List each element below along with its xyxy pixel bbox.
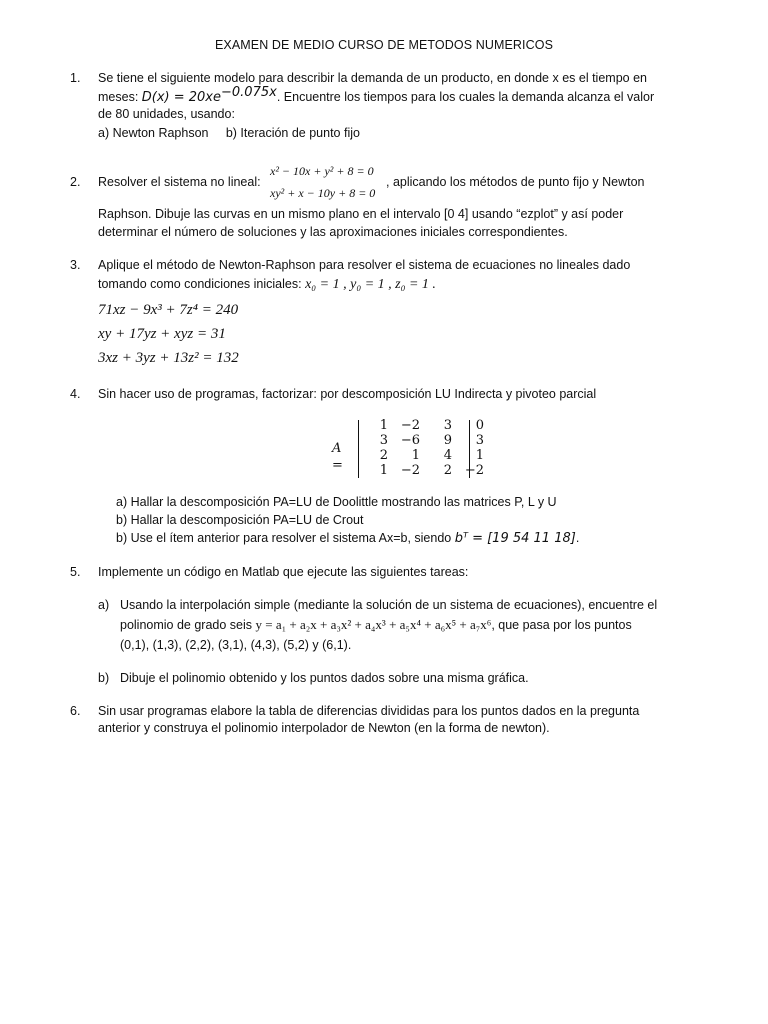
question-text: Se tiene el siguiente modelo para describir la demanda de un producto, en donde x es el tiempo en	[98, 71, 647, 85]
matrix-row	[362, 448, 490, 463]
matrix-cell: 4	[443, 448, 452, 463]
initial-conditions: x₀ = 1 , y₀ = 1 , z₀ = 1 .	[305, 277, 436, 292]
question-text: meses: $D(x) = 20xe^{-0.075x}$. Encuentre los tiempos para los cuales la demanda alcanza el valor	[98, 84, 655, 105]
matrix-cell: 1	[475, 448, 484, 463]
subitem-a	[120, 597, 700, 654]
question-text: polinomio de grado seis y = a₁ + a₂x + a₃x² + a₄x³ + a₅x⁴ + a₆x⁵ + a₇x⁶, que pasa por los puntos	[120, 617, 632, 632]
question-number: 1.	[70, 71, 81, 85]
matrix-cell: 1	[379, 418, 388, 433]
matrix-cell: −2	[400, 463, 420, 478]
matrix-table	[362, 418, 490, 478]
question-text: Sin usar programas elabore la tabla de diferencias divididas para los puntos dados en la pregunta	[98, 704, 640, 718]
question-text: determinar el número de soluciones y las aproximaciones iniciales correspondientes.	[98, 225, 568, 239]
equation: 71xz − 9x³ + 7z⁴ = 240	[98, 302, 239, 318]
matrix-row	[362, 463, 490, 478]
matrix-cell: 3	[379, 433, 388, 448]
subitem-c: b) Use el ítem anterior para resolver el sistema Ax=b, siendo bᵀ = [19 54 11 18].	[116, 531, 580, 546]
polynomial: y = a₁ + a₂x + a₃x² + a₄x³ + a₅x⁴ + a₆x⁵ + a₇x⁶	[255, 617, 492, 632]
subitem-label: b)	[98, 671, 110, 685]
matrix-row	[362, 418, 490, 433]
question-text: Aplique el método de Newton-Raphson para resolver el sistema de ecuaciones no lineales dado	[98, 258, 631, 272]
equation: x² − 10x + y² + 8 = 0	[270, 164, 374, 178]
points-list: (0,1), (1,3), (2,2), (3,1), (4,3), (5,2) y (6,1).	[120, 638, 352, 652]
matrix-cell: 1	[411, 448, 420, 463]
equation: xy² + x − 10y + 8 = 0	[270, 186, 376, 200]
question-number: 5.	[70, 565, 81, 579]
matrix-cell: −2	[400, 418, 420, 433]
matrix-cell: 9	[443, 433, 452, 448]
method-options: a) Newton Raphson b) Iteración de punto fijo	[98, 126, 360, 140]
nonlinear-system	[270, 160, 375, 204]
vector-b: bᵀ = [19 54 11 18]	[454, 531, 576, 546]
question-number: 3.	[70, 258, 81, 272]
matrix-cell: 2	[443, 463, 452, 478]
question-number: 4.	[70, 387, 81, 401]
matrix-cell: 3	[443, 418, 452, 433]
matrix-label: A =	[332, 441, 343, 473]
question-text: Resolver el sistema no lineal:	[98, 175, 261, 189]
question-text: , aplicando los métodos de punto fijo y Newton	[386, 175, 645, 189]
question-text: Sin hacer uso de programas, factorizar: por descomposición LU Indirecta y pivoteo parcial	[98, 387, 597, 401]
question-text: anterior y construya el polinomio interpolador de Newton (en la forma de newton).	[98, 721, 550, 735]
exam-title: EXAMEN DE MEDIO CURSO DE METODOS NUMERICOS	[214, 38, 554, 52]
subitem-b: b) Hallar la descomposición PA=LU de Crout	[116, 513, 364, 527]
question-text: Usando la interpolación simple (mediante la solución de un sistema de ecuaciones), encuentre el	[120, 598, 658, 612]
question-number: 6.	[70, 704, 81, 718]
matrix-cell: −6	[400, 433, 420, 448]
demand-formula: D(x) = 20xe	[141, 90, 222, 105]
equation: xy + 17yz + xyz = 31	[98, 326, 226, 342]
matrix-cell: 0	[475, 418, 484, 433]
question-text: Raphson. Dibuje las curvas en un mismo plano en el intervalo [0 4] usando “ezplot” y así poder	[98, 207, 624, 221]
subitem-label: a)	[98, 598, 110, 612]
question-text: de 80 unidades, usando:	[98, 107, 235, 121]
equation: 3xz + 3yz + 13z² = 132	[98, 350, 239, 366]
subitem-a: a) Hallar la descomposición PA=LU de Doolittle mostrando las matrices P, L y U	[116, 495, 557, 509]
matrix-cell: 1	[379, 463, 388, 478]
question-text: Implemente un código en Matlab que ejecute las siguientes tareas:	[98, 565, 469, 579]
formula-exponent: −0.075x	[221, 84, 277, 100]
question-number: 2.	[70, 175, 81, 189]
question-text: tomando como condiciones iniciales: x₀ = 1 , y₀ = 1 , z₀ = 1 .	[98, 277, 436, 292]
matrix-row	[362, 433, 490, 448]
matrix-cell: 2	[379, 448, 388, 463]
matrix-cell: 3	[475, 433, 484, 448]
subitem-b: Dibuje el polinomio obtenido y los puntos dados sobre una misma gráfica.	[120, 671, 529, 685]
matrix-cell: −2	[464, 463, 484, 478]
